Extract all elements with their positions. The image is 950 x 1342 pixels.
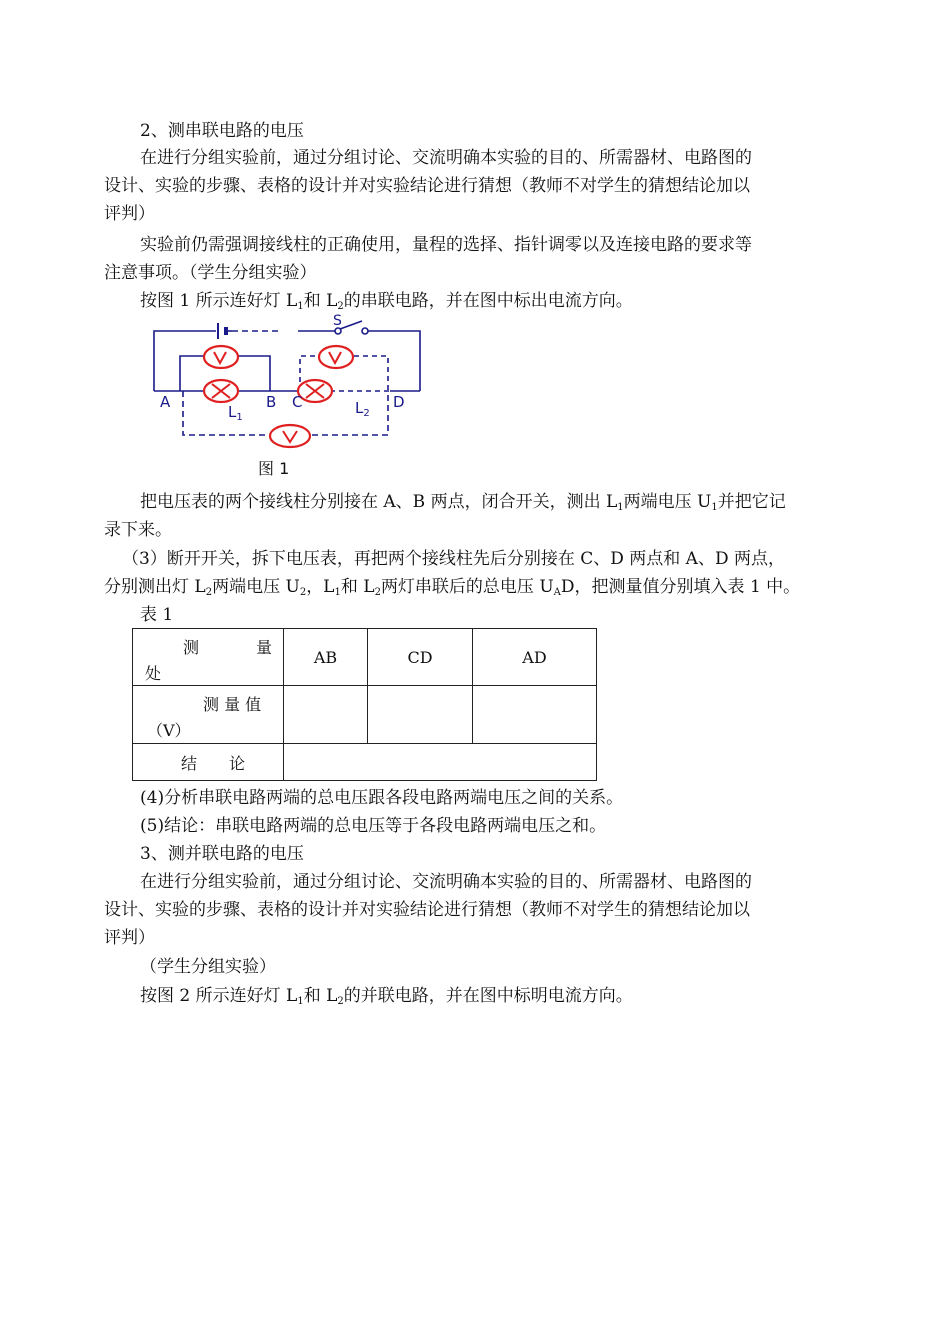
lamp-l2-label: $L_2$ xyxy=(355,399,370,419)
paragraph-line: 在进行分组实验前，通过分组讨论、交流明确本实验的目的、所需器材、电路图的 xyxy=(140,148,752,168)
table-cell-empty[interactable] xyxy=(368,686,473,744)
node-c-label: C xyxy=(292,393,303,411)
figure-1-caption: 图 1 xyxy=(258,459,290,478)
table-conclusion-cell[interactable] xyxy=(284,744,597,781)
table-col-cd: CD xyxy=(368,629,473,686)
voltmeter-v2-icon xyxy=(319,346,353,368)
table-row xyxy=(133,629,597,686)
section-3-heading: 3、测并联电路的电压 xyxy=(140,844,304,864)
paragraph-line: 设计、实验的步骤、表格的设计并对实验结论进行猜想（教师不对学生的猜想结论加以 xyxy=(104,900,750,920)
section-2-heading: 2、测串联电路的电压 xyxy=(140,121,304,141)
table-cell-empty[interactable] xyxy=(284,686,368,744)
paragraph-line: 注意事项。（学生分组实验） xyxy=(104,263,317,283)
voltmeter-v1-icon xyxy=(204,346,238,368)
table-header-cell: 测 量 值 （V） xyxy=(133,686,284,744)
paragraph-line: 评判） xyxy=(104,928,155,948)
paragraph-line: 录下来。 xyxy=(104,520,172,540)
measurement-table xyxy=(132,628,597,781)
table-row xyxy=(133,744,597,781)
paragraph-line: 设计、实验的步骤、表格的设计并对实验结论进行猜想（教师不对学生的猜想结论加以 xyxy=(104,176,750,196)
paragraph-line: 实验前仍需强调接线柱的正确使用，量程的选择、指针调零以及连接电路的要求等 xyxy=(140,235,752,255)
paragraph-line: 按图 2 所示连好灯 $L_1$和 $L_2$的并联电路，并在图中标明电流方向。 xyxy=(140,986,633,1007)
paragraph-line: （3）断开开关，拆下电压表，再把两个接线柱先后分别接在 C、D 两点和 A、D 两点， xyxy=(122,549,785,569)
paragraph-line: (5)结论：串联电路两端的总电压等于各段电路两端电压之和。 xyxy=(140,816,607,836)
table-header-cell: 测 量 处 xyxy=(133,629,284,686)
paragraph-line: 按图 1 所示连好灯 $L_1$和 $L_2$的串联电路，并在图中标出电流方向。 xyxy=(140,291,633,312)
table-header-cell: 结 论 xyxy=(133,744,284,781)
table-row xyxy=(133,686,597,744)
paragraph-line: 评判） xyxy=(104,204,155,224)
paragraph-line: （学生分组实验） xyxy=(140,957,276,977)
table-cell-empty[interactable] xyxy=(473,686,597,744)
table-col-ad: AD xyxy=(473,629,597,686)
node-b-label: B xyxy=(266,393,277,411)
paragraph-line: 分别测出灯 $L_2$两端电压 $U_2$，$L_1$和 $L_2$两灯串联后的总电压 $U_AD$，把测量值分别填入表 1 中。 xyxy=(104,577,801,598)
paragraph-line: (4)分析串联电路两端的总电压跟各段电路两端电压之间的关系。 xyxy=(140,788,624,808)
lamp-l1-label: $L_1$ xyxy=(228,403,243,423)
node-d-label: D xyxy=(393,393,405,411)
paragraph-line: 在进行分组实验前，通过分组讨论、交流明确本实验的目的、所需器材、电路图的 xyxy=(140,872,752,892)
paragraph-line: 把电压表的两个接线柱分别接在 A、B 两点，闭合开关，测出 $L_1$两端电压 $U_1$并把它记 xyxy=(140,492,786,513)
switch-label: S xyxy=(333,313,342,329)
node-a-label: A xyxy=(160,393,171,411)
table-caption: 表 1 xyxy=(140,605,174,625)
circuit-diagram-figure-1 xyxy=(150,313,440,478)
table-col-ab: AB xyxy=(284,629,368,686)
